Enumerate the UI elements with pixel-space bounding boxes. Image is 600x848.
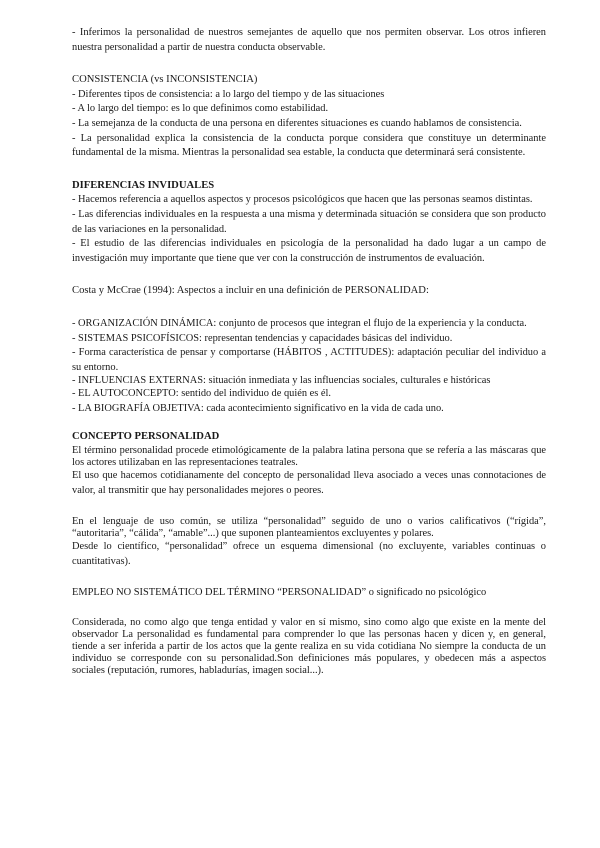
concepto-paragraph: Desde lo científico, “personalidad” ofrece un esquema dimensional (no excluyente, variables continuas o cuantitativas). (72, 541, 546, 567)
document-page (72, 26, 546, 677)
diferencias-item: - Las diferencias individuales en la respuesta a una misma y determinada situación se considera que son producto de las variaciones en la personalidad. (72, 208, 546, 235)
consistencia-item: - Diferentes tipos de consistencia: a lo largo del tiempo y de las situaciones (72, 88, 385, 100)
concepto-paragraph: En el lenguaje de uso común, se utiliza “personalidad” seguido de uno o varios calificativos (“rígida”, “autoritaria”, “cálida”, “amable”...) que suponen planteamientos excluyentes y polares. (72, 516, 546, 540)
costa-item: - LA BIOGRAFÍA OBJETIVA: cada acontecimiento significativo en la vida de cada uno. (72, 402, 444, 414)
concepto-heading: CONCEPTO PERSONALIDAD (72, 431, 220, 443)
concepto-paragraph: El uso que hacemos cotidianamente del concepto de personalidad lleva asociado a veces unas connotaciones de valor, al transmitir que hay personalidades mejores o peores. (72, 470, 546, 496)
empleo-paragraph: Considerada, no como algo que tenga entidad y valor en sí mismo, sino como algo que existe en la mente del observador La personalidad es fundamental para comprender lo que las personas hacen y dicen y, en general, tiende a ser inferida a partir de los actos que la gente realiza en su vida cotidiana No siempre la conducta de un individuo se corresponde con su personalidad.Son definiciones más populares, y obedecen más a aspectos sociales (reputación, rumores, habladurías, imagen social...). (72, 617, 546, 677)
costa-item: - INFLUENCIAS EXTERNAS: situación inmediata y las influencias sociales, culturales e históricas (72, 375, 491, 387)
empleo-heading: EMPLEO NO SISTEMÁTICO DEL TÉRMINO “PERSONALIDAD” o significado no psicológico (72, 587, 487, 599)
costa-heading: Costa y McCrae (1994): Aspectos a incluir en una definición de PERSONALIDAD: (72, 285, 429, 297)
intro-paragraph: - Inferimos la personalidad de nuestros semejantes de aquello que nos permiten observar. Los otros infieren nuestra personalidad a partir de nuestra conducta observable. (72, 27, 546, 53)
diferencias-heading: DIFERENCIAS INVIDUALES (72, 179, 215, 191)
diferencias-item: - El estudio de las diferencias individuales en psicología de la personalidad ha dado lugar a un campo de investigación muy importante que tiene que ver con la construcción de instrumentos de evaluación. (72, 238, 546, 264)
consistencia-item: - La personalidad explica la consistencia de la conducta porque considera que constituye un determinante fundamental de la misma. Mientras la personalidad sea estable, la conducta que determinará será consistente. (72, 132, 546, 159)
diferencias-item: - Hacemos referencia a aquellos aspectos y procesos psicológicos que hacen que las personas seamos distintas. (72, 194, 533, 206)
consistencia-item: - La semejanza de la conducta de una persona en diferentes situaciones es cuando hablamos de consistencia. (72, 117, 522, 129)
consistencia-item: - A lo largo del tiempo: es lo que definimos como estabilidad. (72, 103, 329, 115)
consistencia-heading: CONSISTENCIA (vs INCONSISTENCIA) (72, 74, 258, 86)
costa-item: - EL AUTOCONCEPTO: sentido del individuo de quién es él. (72, 388, 331, 400)
costa-item: - Forma característica de pensar y comportarse (HÁBITOS , ACTITUDES): adaptación peculiar del individuo a su entorno. (72, 347, 546, 373)
concepto-paragraph: El término personalidad procede etimológicamente de la palabra latina persona que se refería a las máscaras que los actores utilizaban en las representaciones teatrales. (72, 445, 546, 469)
costa-item: - ORGANIZACIÓN DINÁMICA: conjunto de procesos que integran el flujo de la experiencia y la conducta. (72, 317, 527, 329)
costa-item: - SISTEMAS PSICOFÍSICOS: representan tendencias y capacidades básicas del individuo. (72, 332, 453, 344)
